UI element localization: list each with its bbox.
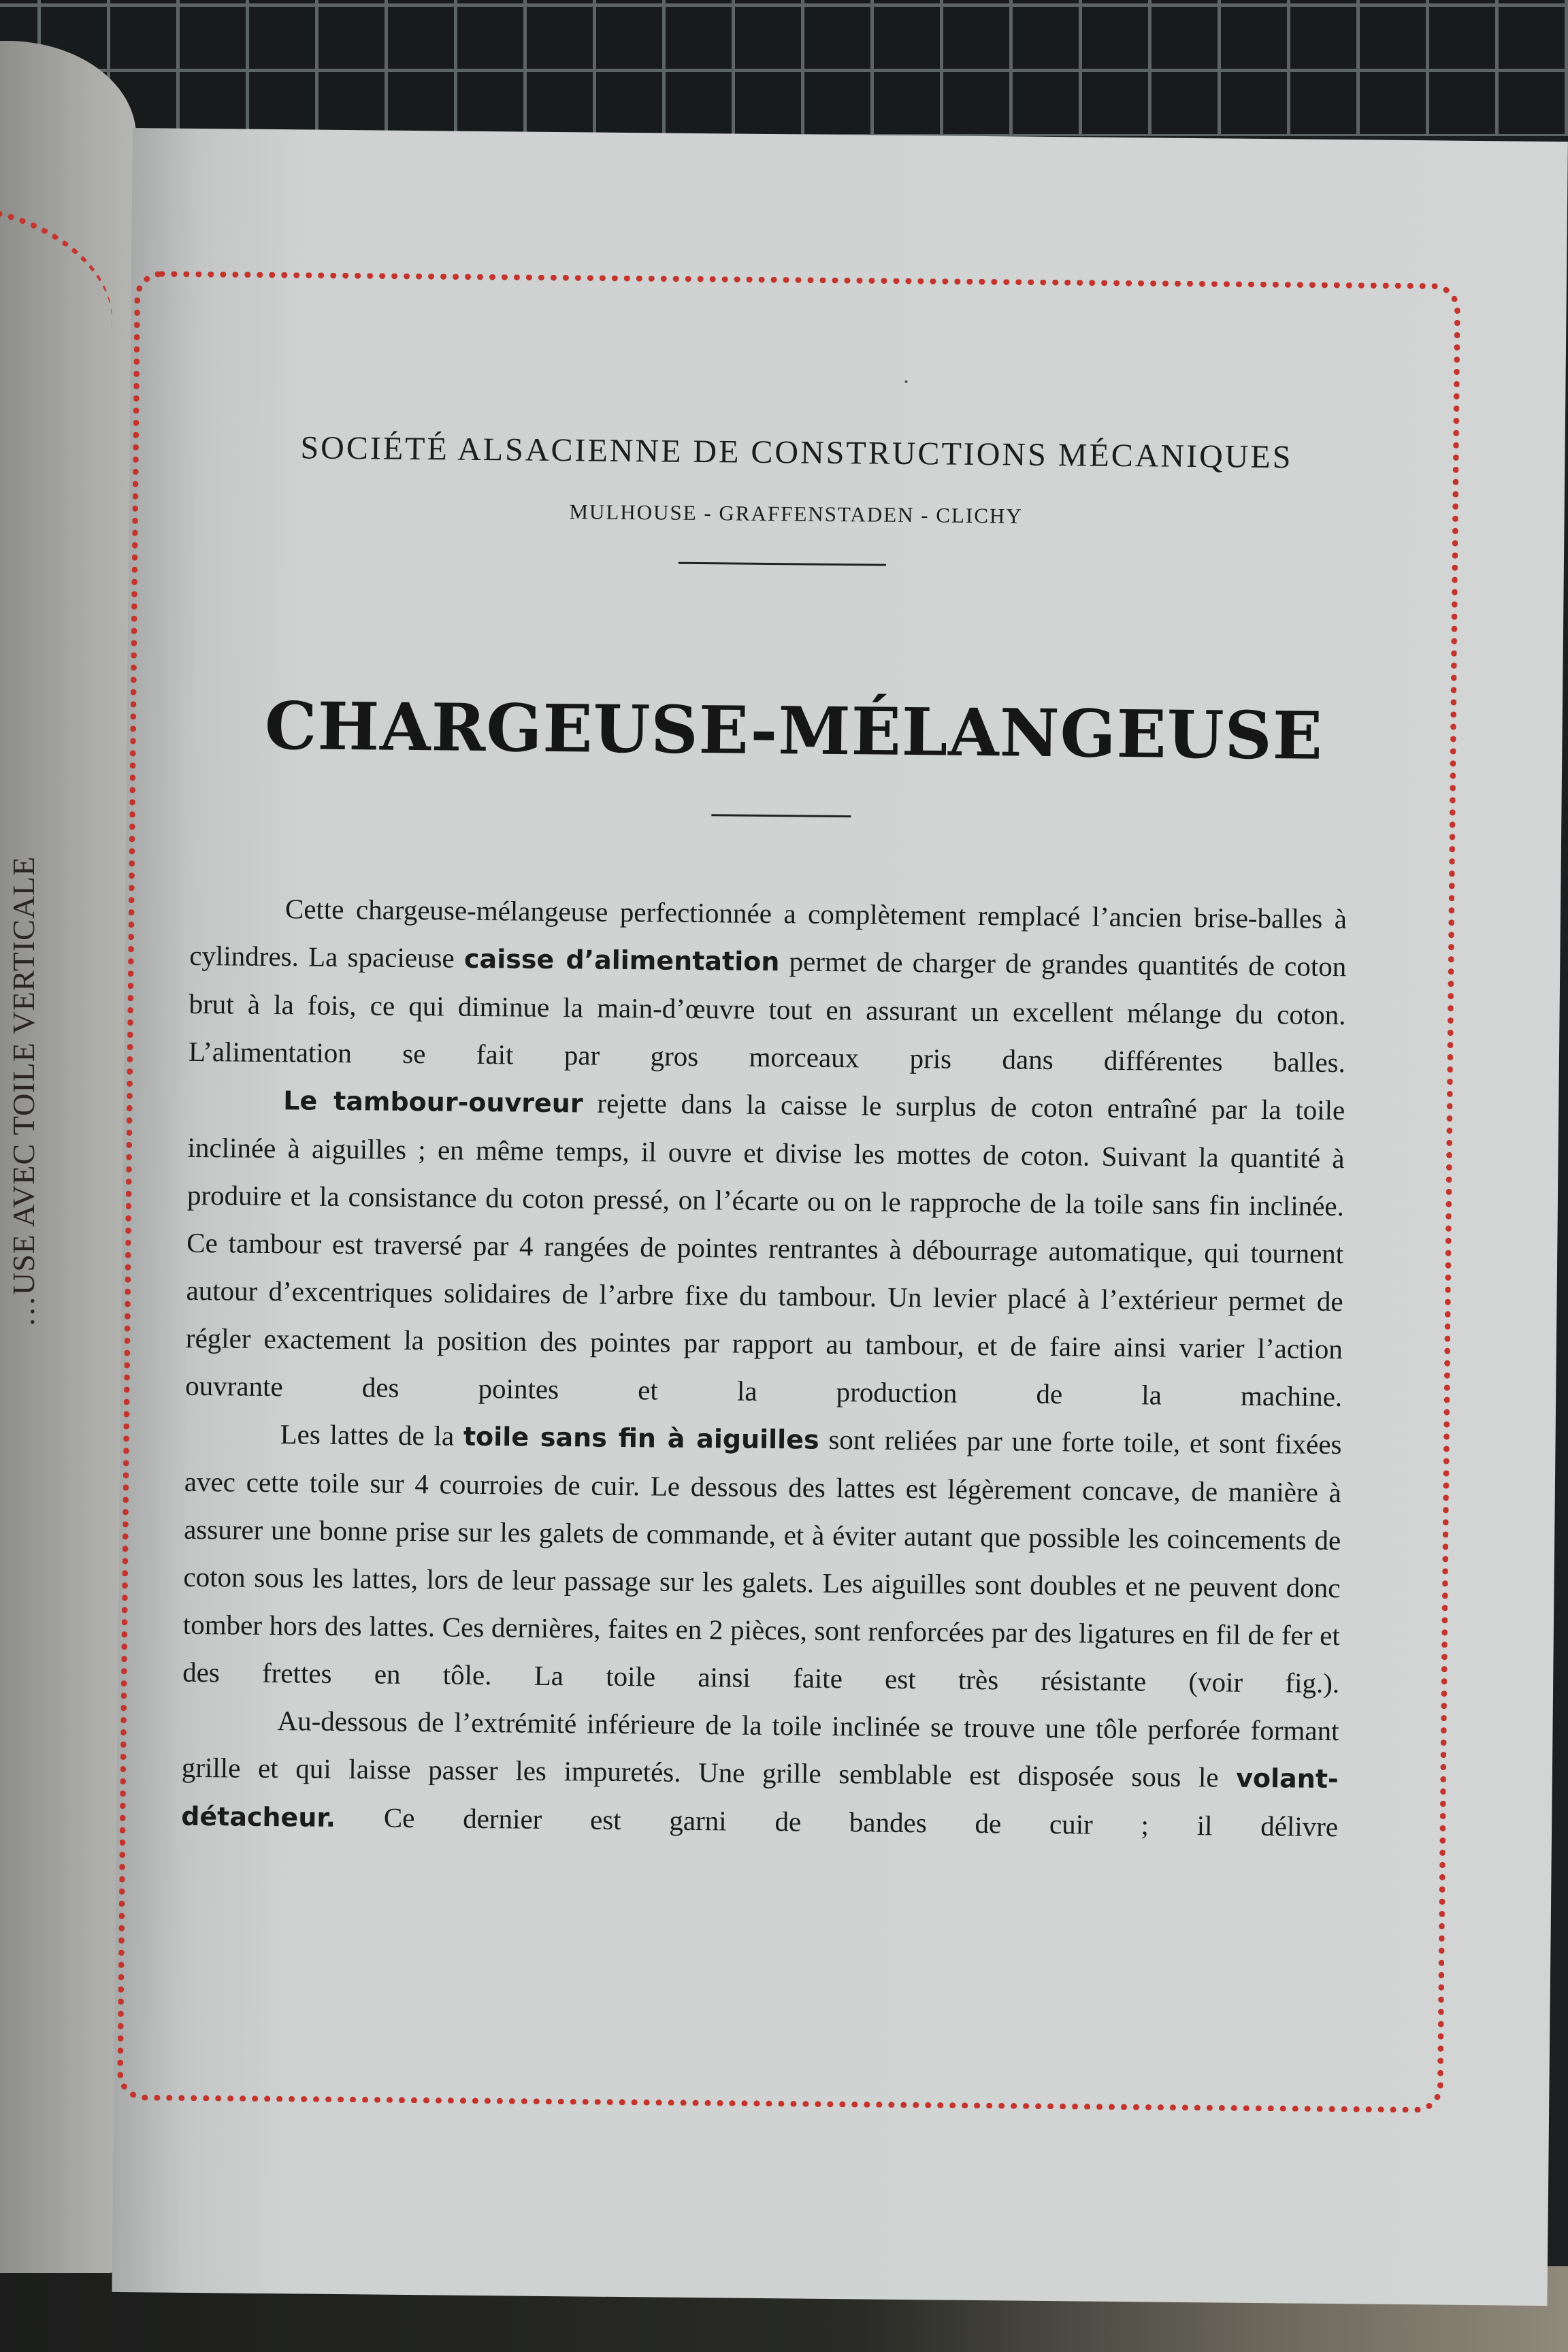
paragraph-text: permet de charger de grandes quantités de coton brut à la fois, ce qui diminue la main-d’œuvre tout en assurant un excellent mélange du coton. L’alimentation se fait par gros morceaux pris dans différentes balles. [188, 945, 1347, 1079]
cutting-mat-background [0, 0, 1568, 136]
previous-page-dotted-border [0, 211, 132, 349]
paragraph-text: rejette dans la caisse le surplus de coton entraîné par la toile inclinée à aiguilles ; en même temps, il ouvre et divise les mottes de coton. Suivant la quantité à produire et la consistance du coton pressé, on l’écarte ou on le rapproche de la toile sans fin inclinée. Ce tambour est traversé par 4 rangées de pointes rentrantes à débourrage automatique, qui tournent autour d’excentriques solidaires de l’arbre fixe du tambour. Un levier placé à l’extérieur permet de régler exactement la position des pointes par rapport au tambour, et de faire ainsi varier l’action ouvrante des pointes et la production de la machine. [185, 1087, 1345, 1413]
previous-page-vertical-caption: …USE AVEC TOILE VERTICALE [6, 855, 41, 1327]
paragraph-bold-term: toile sans fin à aiguilles [463, 1421, 819, 1455]
paragraph [181, 1696, 1339, 1851]
paragraph-bold-term: Le tambour-ouvreur [283, 1085, 583, 1119]
paragraph [185, 1075, 1345, 1420]
paragraph-text: Cette chargeuse-mélangeuse perfectionnée a complètement remplacé l’ancien brise-balles à cylindres. La spacieuse [189, 893, 1348, 974]
page-title: CHARGEUSE-MÉLANGEUSE [264, 687, 1324, 774]
paragraph-text: Au-dessous de l’extrémité inférieure de la toile inclinée se trouve une tôle perforée formant grille et qui laisse passer les impuretés. Une grille semblable est disposée sous le [181, 1705, 1339, 1793]
print-mark [904, 380, 907, 383]
paragraph [182, 1409, 1342, 1707]
company-locations: MULHOUSE - GRAFFENSTADEN - CLICHY [569, 500, 1023, 528]
company-name: SOCIÉTÉ ALSACIENNE DE CONSTRUCTIONS MÉCANIQUES [300, 429, 1293, 476]
body-text [181, 884, 1347, 1851]
paragraph-bold-term: volant-détacheur. [180, 1763, 1339, 1833]
paragraph-text: Les lattes de la [280, 1418, 464, 1452]
paragraph [189, 884, 1348, 1086]
document-page [112, 128, 1567, 2306]
paragraph-bold-term: caisse d’alimentation [463, 943, 780, 977]
paragraph-text: Ce dernier est garni de bandes de cuir ; il délivre [335, 1801, 1339, 1843]
paragraph-text: sont reliées par une forte toile, et sont fixées avec cette toile sur 4 courroies de cuir. Le dessous des lattes est légèrement concave, de manière à assurer une bonne prise sur les galets de commande, et à éviter autant que possible les coincements de coton sous les lattes, lors de leur passage sur les galets. Les aiguilles sont doubles et ne peuvent donc tomber hors des lattes. Ces dernières, faites en 2 pièces, sont renforcées par des ligatures en fil de fer et des frettes en tôle. La toile ainsi faite est très résistante (voir fig.). [182, 1423, 1342, 1699]
